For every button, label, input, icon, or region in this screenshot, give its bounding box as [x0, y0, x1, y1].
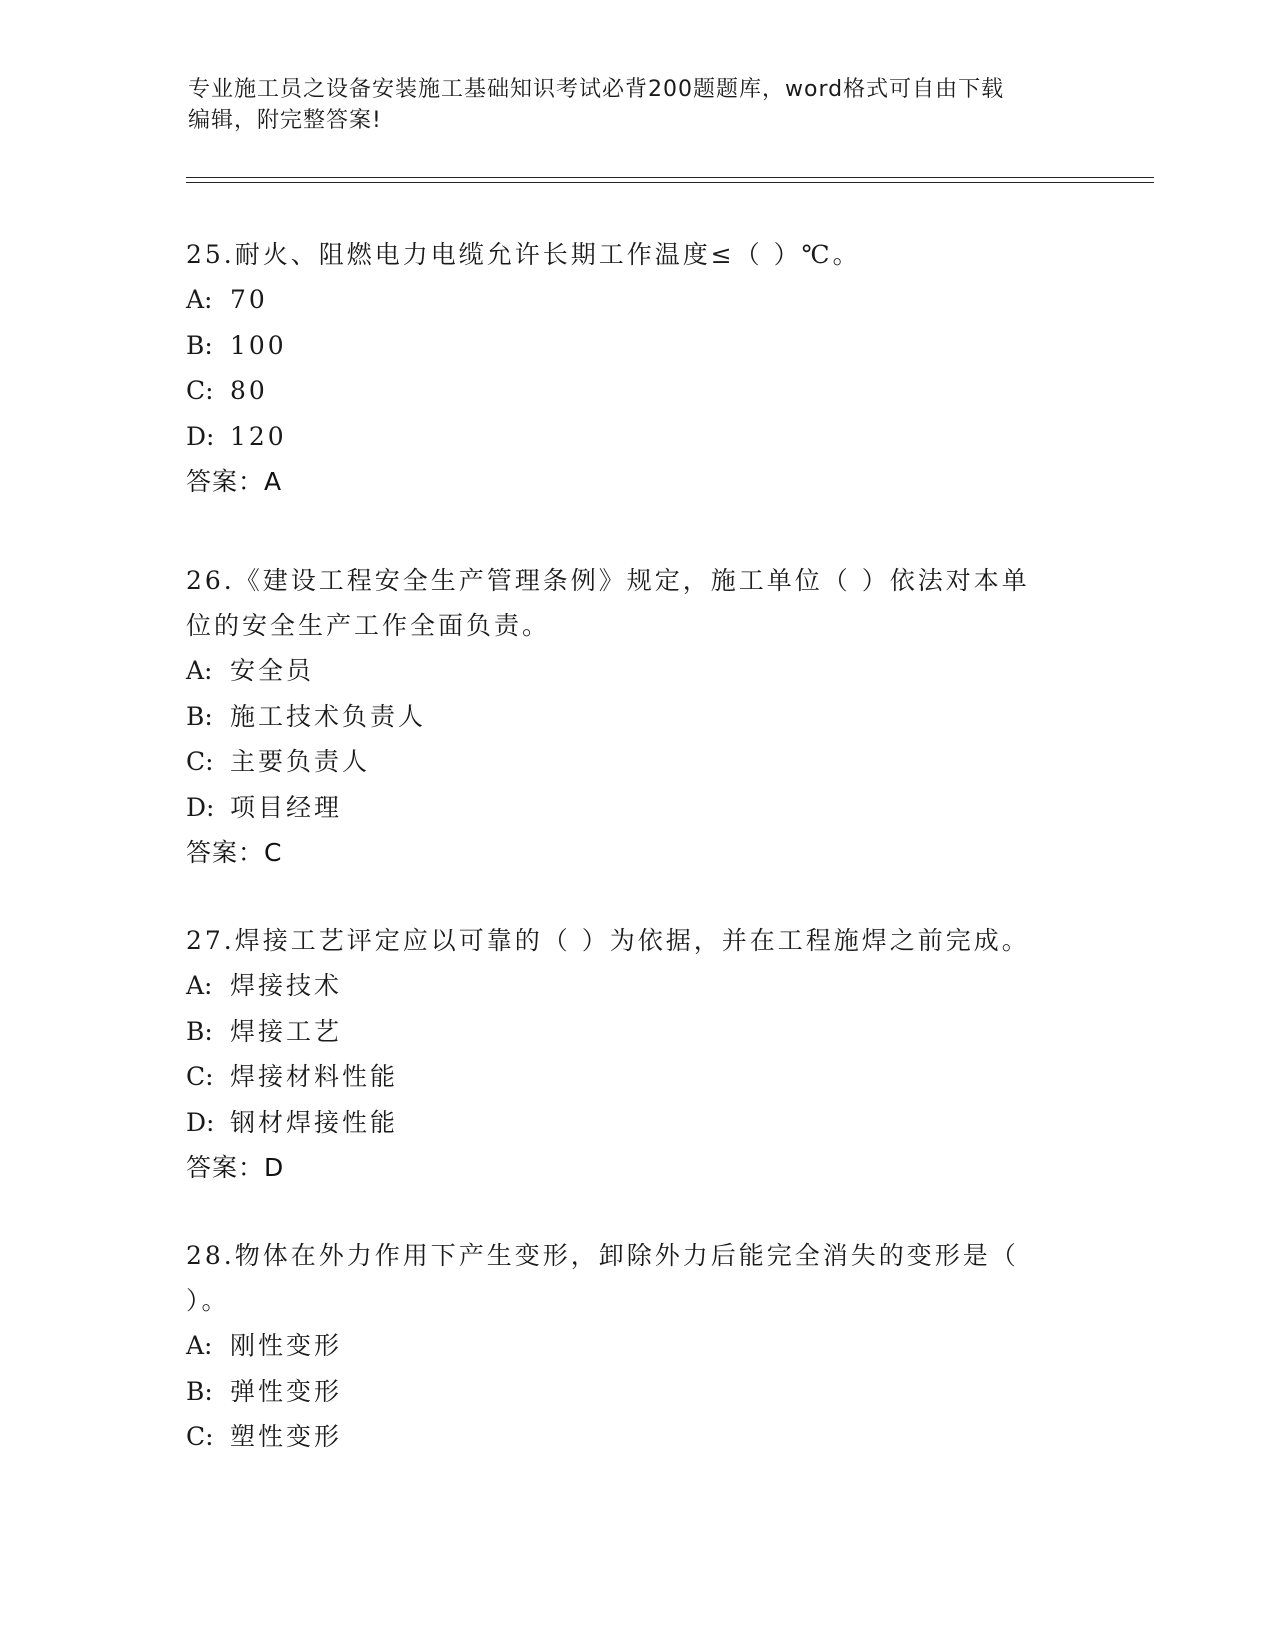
- option-a: [186, 963, 1086, 1009]
- option-text: 项目经理: [230, 792, 343, 822]
- option-b: [186, 1369, 1086, 1415]
- option-text: 焊接材料性能: [230, 1062, 399, 1091]
- question-26: [186, 558, 1086, 875]
- option-key: B:: [186, 1016, 213, 1046]
- option-key: C:: [186, 1422, 214, 1451]
- stem-line: 25.耐火、阻燃电力电缆允许长期工作温度≤（ ）℃。: [186, 240, 861, 269]
- stem-line: 27.焊接工艺评定应以可靠的（ ）为依据，并在工程施焊之前完成。: [186, 926, 1030, 955]
- option-text: 100: [230, 330, 287, 360]
- option-d: [186, 414, 1086, 460]
- option-b: [186, 1009, 1086, 1055]
- option-text: 焊接技术: [230, 971, 343, 1000]
- option-text: 80: [230, 376, 268, 405]
- option-key: B:: [186, 701, 213, 731]
- question-25: [186, 232, 1086, 504]
- answer-label: 答案：A: [186, 467, 283, 496]
- question-stem: [186, 558, 1086, 648]
- option-text: 主要负责人: [230, 747, 371, 776]
- option-c: [186, 1054, 1086, 1100]
- option-text: 塑性变形: [230, 1422, 343, 1451]
- option-b: [186, 323, 1086, 369]
- option-text: 刚性变形: [230, 1331, 343, 1360]
- stem-line: ）。: [186, 1286, 230, 1315]
- option-d: [186, 785, 1086, 831]
- option-key: C:: [186, 1062, 214, 1091]
- stem-line: 28.物体在外力作用下产生变形，卸除外力后能完全消失的变形是（: [186, 1241, 1019, 1270]
- option-text: 120: [230, 421, 287, 451]
- option-a: [186, 1323, 1086, 1369]
- stem-line: 位的安全生产工作全面负责。: [186, 611, 551, 640]
- option-a: [186, 277, 1086, 323]
- option-key: A:: [186, 285, 213, 314]
- option-c: [186, 368, 1086, 414]
- option-d: [186, 1100, 1086, 1146]
- option-key: C:: [186, 747, 214, 776]
- option-key: D:: [186, 792, 215, 822]
- option-key: D:: [186, 1107, 215, 1137]
- option-key: A:: [186, 971, 213, 1000]
- question-stem: [186, 1233, 1086, 1323]
- option-key: D:: [186, 421, 215, 451]
- question-27: [186, 918, 1086, 1190]
- header-divider-top: [186, 177, 1154, 178]
- option-c: [186, 1414, 1086, 1460]
- document-header: [188, 74, 1088, 136]
- option-text: 施工技术负责人: [230, 701, 427, 731]
- option-text: 焊接工艺: [230, 1016, 343, 1046]
- option-text: 钢材焊接性能: [230, 1107, 399, 1137]
- option-c: [186, 739, 1086, 785]
- option-key: C:: [186, 376, 214, 405]
- question-28: [186, 1233, 1086, 1460]
- option-a: [186, 648, 1086, 694]
- option-text: 弹性变形: [230, 1376, 343, 1406]
- question-stem: [186, 232, 1086, 277]
- option-key: A:: [186, 1331, 213, 1360]
- option-key: B:: [186, 1376, 213, 1406]
- option-text: 安全员: [230, 656, 315, 685]
- header-divider-bottom: [186, 182, 1154, 183]
- option-text: 70: [230, 285, 268, 314]
- answer-label: 答案：C: [186, 838, 283, 867]
- answer-label: 答案：D: [186, 1153, 285, 1182]
- option-key: B:: [186, 330, 213, 360]
- stem-line: 26.《建设工程安全生产管理条例》规定，施工单位（ ）依法对本单: [186, 566, 1030, 595]
- question-stem: [186, 918, 1086, 963]
- header-line-2: 编辑，附完整答案!: [188, 108, 382, 133]
- header-line-1: 专业施工员之设备安装施工基础知识考试必背200题题库，word格式可自由下载: [188, 77, 1005, 102]
- option-b: [186, 694, 1086, 740]
- option-key: A:: [186, 656, 213, 685]
